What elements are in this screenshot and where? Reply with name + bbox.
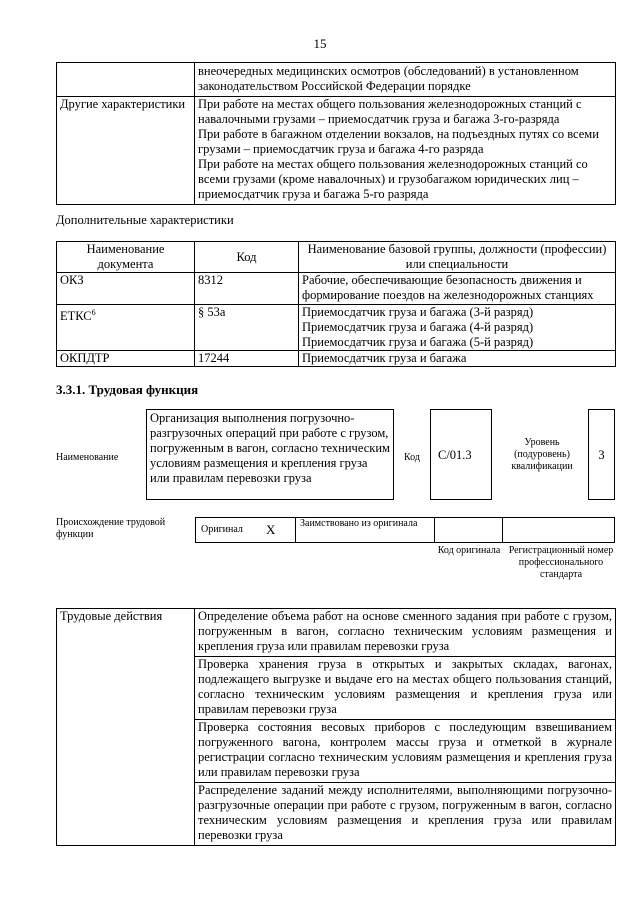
other-characteristics-table — [56, 62, 616, 205]
function-name: Организация выполнения погрузочно-разгрузочных операций при работе с грузом, погруженным в вагон, согласно техническим условиям размещения и крепления груза или правилам перевозки груза — [150, 411, 390, 485]
code-label: Код — [404, 452, 420, 463]
function-name-box — [146, 409, 394, 500]
code-original-caption: Код оригинала — [437, 545, 501, 556]
table-row — [57, 609, 616, 657]
name-line: Приемосдатчик груза и багажа (5-й разряд) — [302, 335, 534, 349]
divider — [502, 517, 503, 543]
labor-actions-table — [56, 608, 616, 846]
table-row — [57, 305, 616, 351]
function-heading: 3.3.1. Трудовая функция — [56, 382, 199, 397]
actions-label: Трудовые действия — [57, 609, 195, 846]
characteristic-line: При работе на местах общего пользования железнодорожных станций с навалочными грузами – приемосдатчик груза и багажа 3-го-разряда — [198, 97, 582, 126]
reg-number-caption: Регистрационный номер профессионального стандарта — [508, 545, 614, 580]
footnote-mark: 6 — [91, 308, 96, 317]
row-label: Другие характеристики — [57, 97, 195, 205]
action-item: Распределение заданий между исполнителями, выполняющими погрузочно-разгрузочные операции при работе с грузом, погруженным в вагон, согласно техническим условиям размещения и крепления груза или правилам перевозки груза — [195, 783, 616, 846]
action-item: Определение объема работ на основе сменного задания при работе с грузом, погруженным в вагон, согласно техническим условиям размещения и крепления груза или правилам перевозки груза — [195, 609, 616, 657]
divider — [434, 517, 435, 543]
original-label: Оригинал — [201, 524, 243, 535]
code-box — [430, 409, 492, 500]
page-number: 15 — [313, 36, 327, 51]
origin-label: Происхождение трудовой функции — [56, 517, 166, 540]
doc-cell: ОКПДТР — [57, 351, 195, 367]
column-header: Наименование документа — [57, 242, 195, 273]
level-box — [588, 409, 615, 500]
doc-cell — [57, 305, 195, 351]
code-cell: 8312 — [195, 273, 299, 305]
level-value: 3 — [598, 448, 605, 462]
characteristic-line: При работе на местах общего пользования железнодорожных станций со всеми грузами (кроме навалочных) и грузобагажом юридических лиц – приемосдатчик груза и багажа 5-го разряда — [198, 157, 588, 201]
name-cell: Рабочие, обеспечивающие безопасность движения и формирование поездов на железнодорожных станциях — [299, 273, 616, 305]
column-header: Код — [195, 242, 299, 273]
level-label: Уровень (подуровень) квалификации — [511, 437, 573, 472]
row-label — [57, 63, 195, 97]
additional-characteristics-table — [56, 241, 616, 367]
name-cell: Приемосдатчик груза и багажа — [299, 351, 616, 367]
section-title: Дополнительные характеристики — [56, 213, 234, 227]
name-line: Приемосдатчик груза и багажа (3-й разряд) — [302, 305, 534, 319]
action-item: Проверка состояния весовых приборов с последующим взвешиванием погруженного вагона, контролем массы груза и отметкой в журнале регистрации согласно техническим условиям размещения и крепления груза или правилам перевозки груза — [195, 720, 616, 783]
table-row — [57, 63, 616, 97]
original-mark: X — [266, 522, 276, 537]
table-row — [57, 351, 616, 367]
name-line: Приемосдатчик груза и багажа (4-й разряд) — [302, 320, 534, 334]
characteristic-line: При работе в багажном отделении вокзалов, на подъездных путях со всеми грузами – приемосдатчик груза и багажа 4-го разряда — [198, 127, 599, 156]
borrowed-label: Заимствовано из оригинала — [300, 518, 418, 529]
divider — [295, 517, 296, 543]
action-item: Проверка хранения груза в открытых и закрытых складах, вагонах, подлежащего выгрузке и выдаче его на местах общего пользования станций, согласно техническим условиям размещения и крепления груза или правилам перевозки груза — [195, 657, 616, 720]
code-cell: 17244 — [195, 351, 299, 367]
row-value: внеочередных медицинских осмотров (обследований) в установленном законодательством Российской Федерации порядке — [195, 63, 616, 97]
code-cell: § 53а — [195, 305, 299, 351]
name-label: Наименование — [56, 452, 119, 463]
table-header-row — [57, 242, 616, 273]
table-row — [57, 273, 616, 305]
doc-name: ЕТКС — [60, 309, 92, 324]
doc-cell: ОКЗ — [57, 273, 195, 305]
row-value — [195, 97, 616, 205]
column-header: Наименование базовой группы, должности (профессии) или специальности — [299, 242, 616, 273]
name-cell — [299, 305, 616, 351]
table-row — [57, 97, 616, 205]
code-value: С/01.3 — [438, 448, 472, 462]
